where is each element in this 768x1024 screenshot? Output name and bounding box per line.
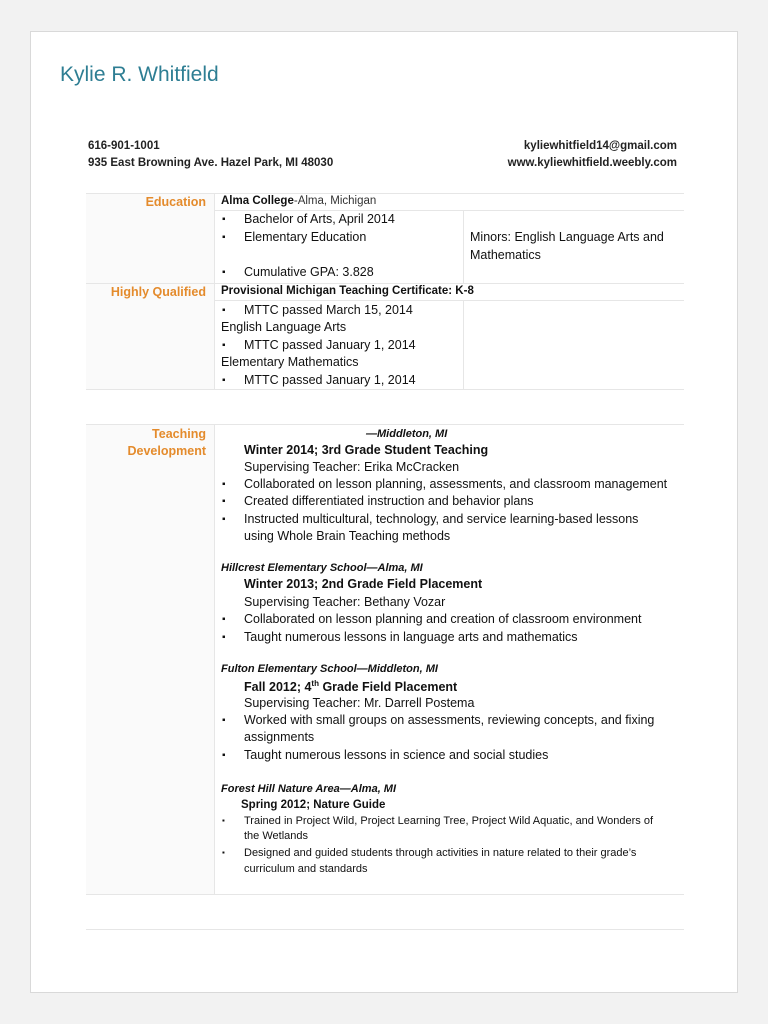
bullet-icon: ▪ — [222, 267, 226, 278]
entry-bullet: Worked with small groups on assessments, reviewing concepts, and fixing — [244, 713, 655, 727]
entry-bullet-continuation: the Wetlands — [244, 830, 309, 842]
divider — [214, 210, 684, 211]
bullet-icon: ▪ — [222, 214, 226, 225]
entry-bullet: Collaborated on lesson planning, assessments, and classroom management — [244, 477, 668, 491]
degree: Bachelor of Arts, April 2014 — [244, 212, 395, 226]
bullet-icon: ▪ — [222, 632, 226, 643]
bullet-icon: ▪ — [222, 848, 225, 857]
education-school — [221, 195, 376, 207]
entry-school: —Middleton, MI — [366, 428, 448, 440]
candidate-name: Kylie R. Whitfield — [60, 63, 219, 86]
divider — [86, 894, 684, 895]
entry-supervisor: Supervising Teacher: Erika McCracken — [244, 460, 460, 474]
entry-school: Hillcrest Elementary School—Alma, MI — [221, 562, 423, 574]
bullet-icon: ▪ — [222, 232, 226, 243]
bullet-icon: ▪ — [222, 479, 226, 490]
teaching-label-line1: Teaching — [152, 427, 206, 441]
email-link[interactable]: kyliewhitfield14@gmail.com — [523, 140, 677, 152]
entry-bullet-continuation: using Whole Brain Teaching methods — [244, 529, 451, 543]
mttc-line2: MTTC passed January 1, 2014 — [244, 338, 416, 352]
column-divider — [463, 300, 464, 389]
bullet-icon: ▪ — [222, 514, 226, 525]
entry-supervisor: Supervising Teacher: Mr. Darrell Postema — [244, 696, 475, 710]
entry-bullet: Designed and guided students through activities in nature related to their grade’s — [244, 847, 637, 859]
entry-role-superscript: th — [311, 679, 319, 688]
divider — [86, 193, 684, 194]
minors-line1: Minors: English Language Arts and — [470, 230, 664, 244]
bullet-icon: ▪ — [222, 340, 226, 351]
bullet-icon: ▪ — [222, 715, 226, 726]
entry-bullet-continuation: curriculum and standards — [244, 863, 368, 875]
education-label: Education — [145, 195, 206, 209]
minors-line2: Mathematics — [470, 248, 541, 262]
column-divider — [214, 424, 215, 894]
entry-role-text: Grade Field Placement — [318, 680, 458, 695]
entry-bullet: Taught numerous lessons in language arts and mathematics — [244, 630, 578, 644]
divider — [86, 424, 684, 425]
bullet-icon: ▪ — [222, 305, 226, 316]
website-link[interactable]: www.kyliewhitfield.weebly.com — [507, 157, 677, 169]
entry-bullet: Created differentiated instruction and behavior plans — [244, 494, 534, 508]
entry-bullet: Trained in Project Wild, Project Learning Tree, Project Wild Aquatic, and Wonders of — [244, 815, 654, 827]
divider — [86, 929, 684, 930]
entry-role: Spring 2012; Nature Guide — [241, 799, 386, 811]
school-location: -Alma, Michigan — [293, 195, 377, 207]
bullet-icon: ▪ — [222, 375, 226, 386]
entry-school: Forest Hill Nature Area—Alma, MI — [221, 783, 397, 795]
mttc-line3: MTTC passed January 1, 2014 — [244, 373, 416, 387]
divider — [214, 300, 684, 301]
bullet-icon: ▪ — [222, 614, 226, 625]
entry-role: Winter 2013; 2nd Grade Field Placement — [244, 577, 483, 591]
subject-math: Elementary Mathematics — [221, 355, 359, 369]
address: 935 East Browning Ave. Hazel Park, MI 48030 — [88, 157, 334, 169]
left-column-shade — [86, 424, 214, 894]
entry-bullet-continuation: assignments — [244, 730, 315, 744]
entry-school: Fulton Elementary School—Middleton, MI — [221, 663, 438, 675]
gpa: Cumulative GPA: 3.828 — [244, 265, 374, 279]
column-divider — [214, 193, 215, 389]
entry-role: Winter 2014; 3rd Grade Student Teaching — [244, 443, 489, 457]
teaching-label-line2: Development — [127, 444, 206, 458]
subject-english: English Language Arts — [221, 320, 347, 334]
entry-bullet: Taught numerous lessons in science and social studies — [244, 748, 549, 762]
entry-bullet: Collaborated on lesson planning and creation of classroom environment — [244, 612, 642, 626]
entry-role — [244, 679, 457, 694]
entry-role-text: Fall 2012; 4 — [244, 680, 312, 695]
major: Elementary Education — [244, 230, 367, 244]
divider — [86, 389, 684, 390]
bullet-icon: ▪ — [222, 496, 226, 507]
bullet-icon: ▪ — [222, 750, 226, 761]
school-name: Alma College — [221, 195, 294, 207]
highly-qualified-label: Highly Qualified — [110, 285, 206, 299]
phone-number: 616-901-1001 — [88, 140, 160, 152]
certificate: Provisional Michigan Teaching Certificate: K-8 — [221, 285, 474, 297]
bullet-icon: ▪ — [222, 816, 225, 825]
entry-supervisor: Supervising Teacher: Bethany Vozar — [244, 595, 446, 609]
mttc-line1: MTTC passed March 15, 2014 — [244, 303, 413, 317]
column-divider — [463, 210, 464, 283]
entry-bullet: Instructed multicultural, technology, and service learning-based lessons — [244, 512, 639, 526]
divider — [86, 283, 684, 284]
